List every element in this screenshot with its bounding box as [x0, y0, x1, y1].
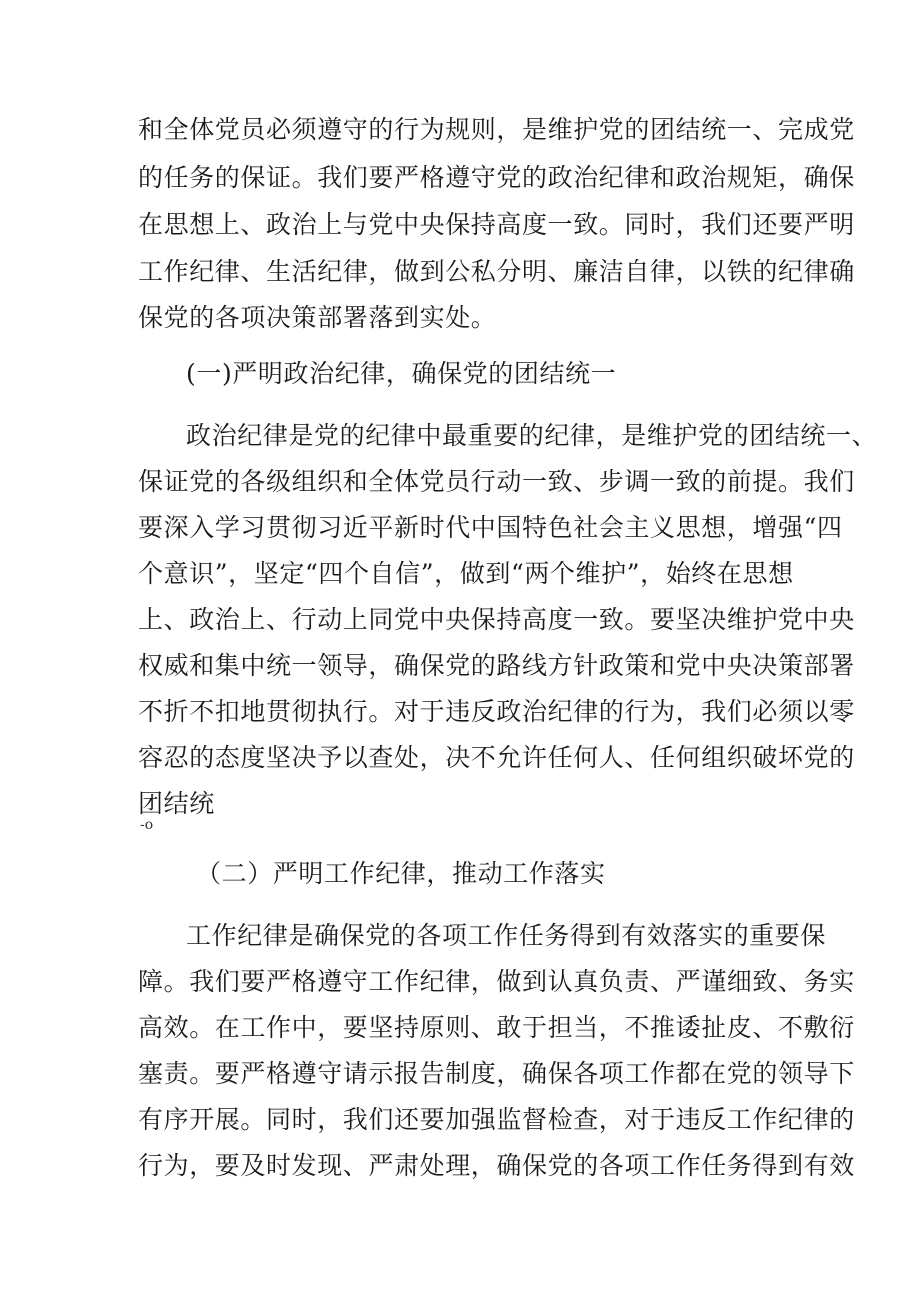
section-heading-1: (一)严明政治纪律，确保党的团结统一 — [186, 359, 617, 388]
paragraph-line: 不折不扣地贯彻执行。对于违反政治纪律的行为，我们必须以零 — [138, 697, 855, 726]
section-heading-2: （二）严明工作纪律，推动工作落实 — [196, 859, 606, 888]
paragraph-line: 上、政治上、行动上同党中央保持高度一致。要坚决维护党中央 — [138, 605, 855, 634]
paragraph-line: 的任务的保证。我们要严格遵守党的政治纪律和政治规矩，确保 — [138, 163, 855, 192]
paragraph-line: 保证党的各级组织和全体党员行动一致、步调一致的前提。我们 — [138, 467, 855, 496]
paragraph-line: 个意识”，坚定“四个自信”，做到“两个维护”，始终在思想 — [138, 559, 794, 588]
paragraph-line: 工作纪律、生活纪律，做到公私分明、廉洁自律，以铁的纪律确 — [138, 257, 855, 286]
paragraph-line: 和全体党员必须遵守的行为规则，是维护党的团结统一、完成党 — [138, 115, 855, 144]
paragraph-line: 容忍的态度坚决予以查处，决不允许任何人、任何组织破坏党的 — [138, 743, 855, 772]
paragraph-line: 在思想上、政治上与党中央保持高度一致。同时，我们还要严明 — [138, 210, 855, 239]
paragraph-line: 行为，要及时发现、严肃处理，确保党的各项工作任务得到有效 — [138, 1151, 855, 1180]
paragraph-line: 高效。在工作中，要坚持原则、敢于担当，不推诿扯皮、不敷衍 — [138, 1013, 855, 1042]
paragraph-line: 保党的各项决策部署落到实处。 — [138, 303, 497, 332]
paragraph-line: 工作纪律是确保党的各项工作任务得到有效落实的重要保 — [186, 921, 827, 950]
stray-mark: -o — [140, 817, 154, 833]
paragraph-line: 塞责。要严格遵守请示报告制度，确保各项工作都在党的领导下 — [138, 1059, 855, 1088]
paragraph-line: 权威和集中统一领导，确保党的路线方针政策和党中央决策部署 — [138, 651, 855, 680]
paragraph-line: 障。我们要严格遵守工作纪律，做到认真负责、严谨细致、务实 — [138, 967, 855, 996]
paragraph-line: 要深入学习贯彻习近平新时代中国特色社会主义思想，增强“四 — [138, 513, 843, 542]
paragraph-line: 政治纪律是党的纪律中最重要的纪律，是维护党的团结统一、 — [186, 421, 878, 450]
paragraph-line: 团结统 — [138, 789, 215, 818]
paragraph-line: 有序开展。同时，我们还要加强监督检查，对于违反工作纪律的 — [138, 1105, 855, 1134]
